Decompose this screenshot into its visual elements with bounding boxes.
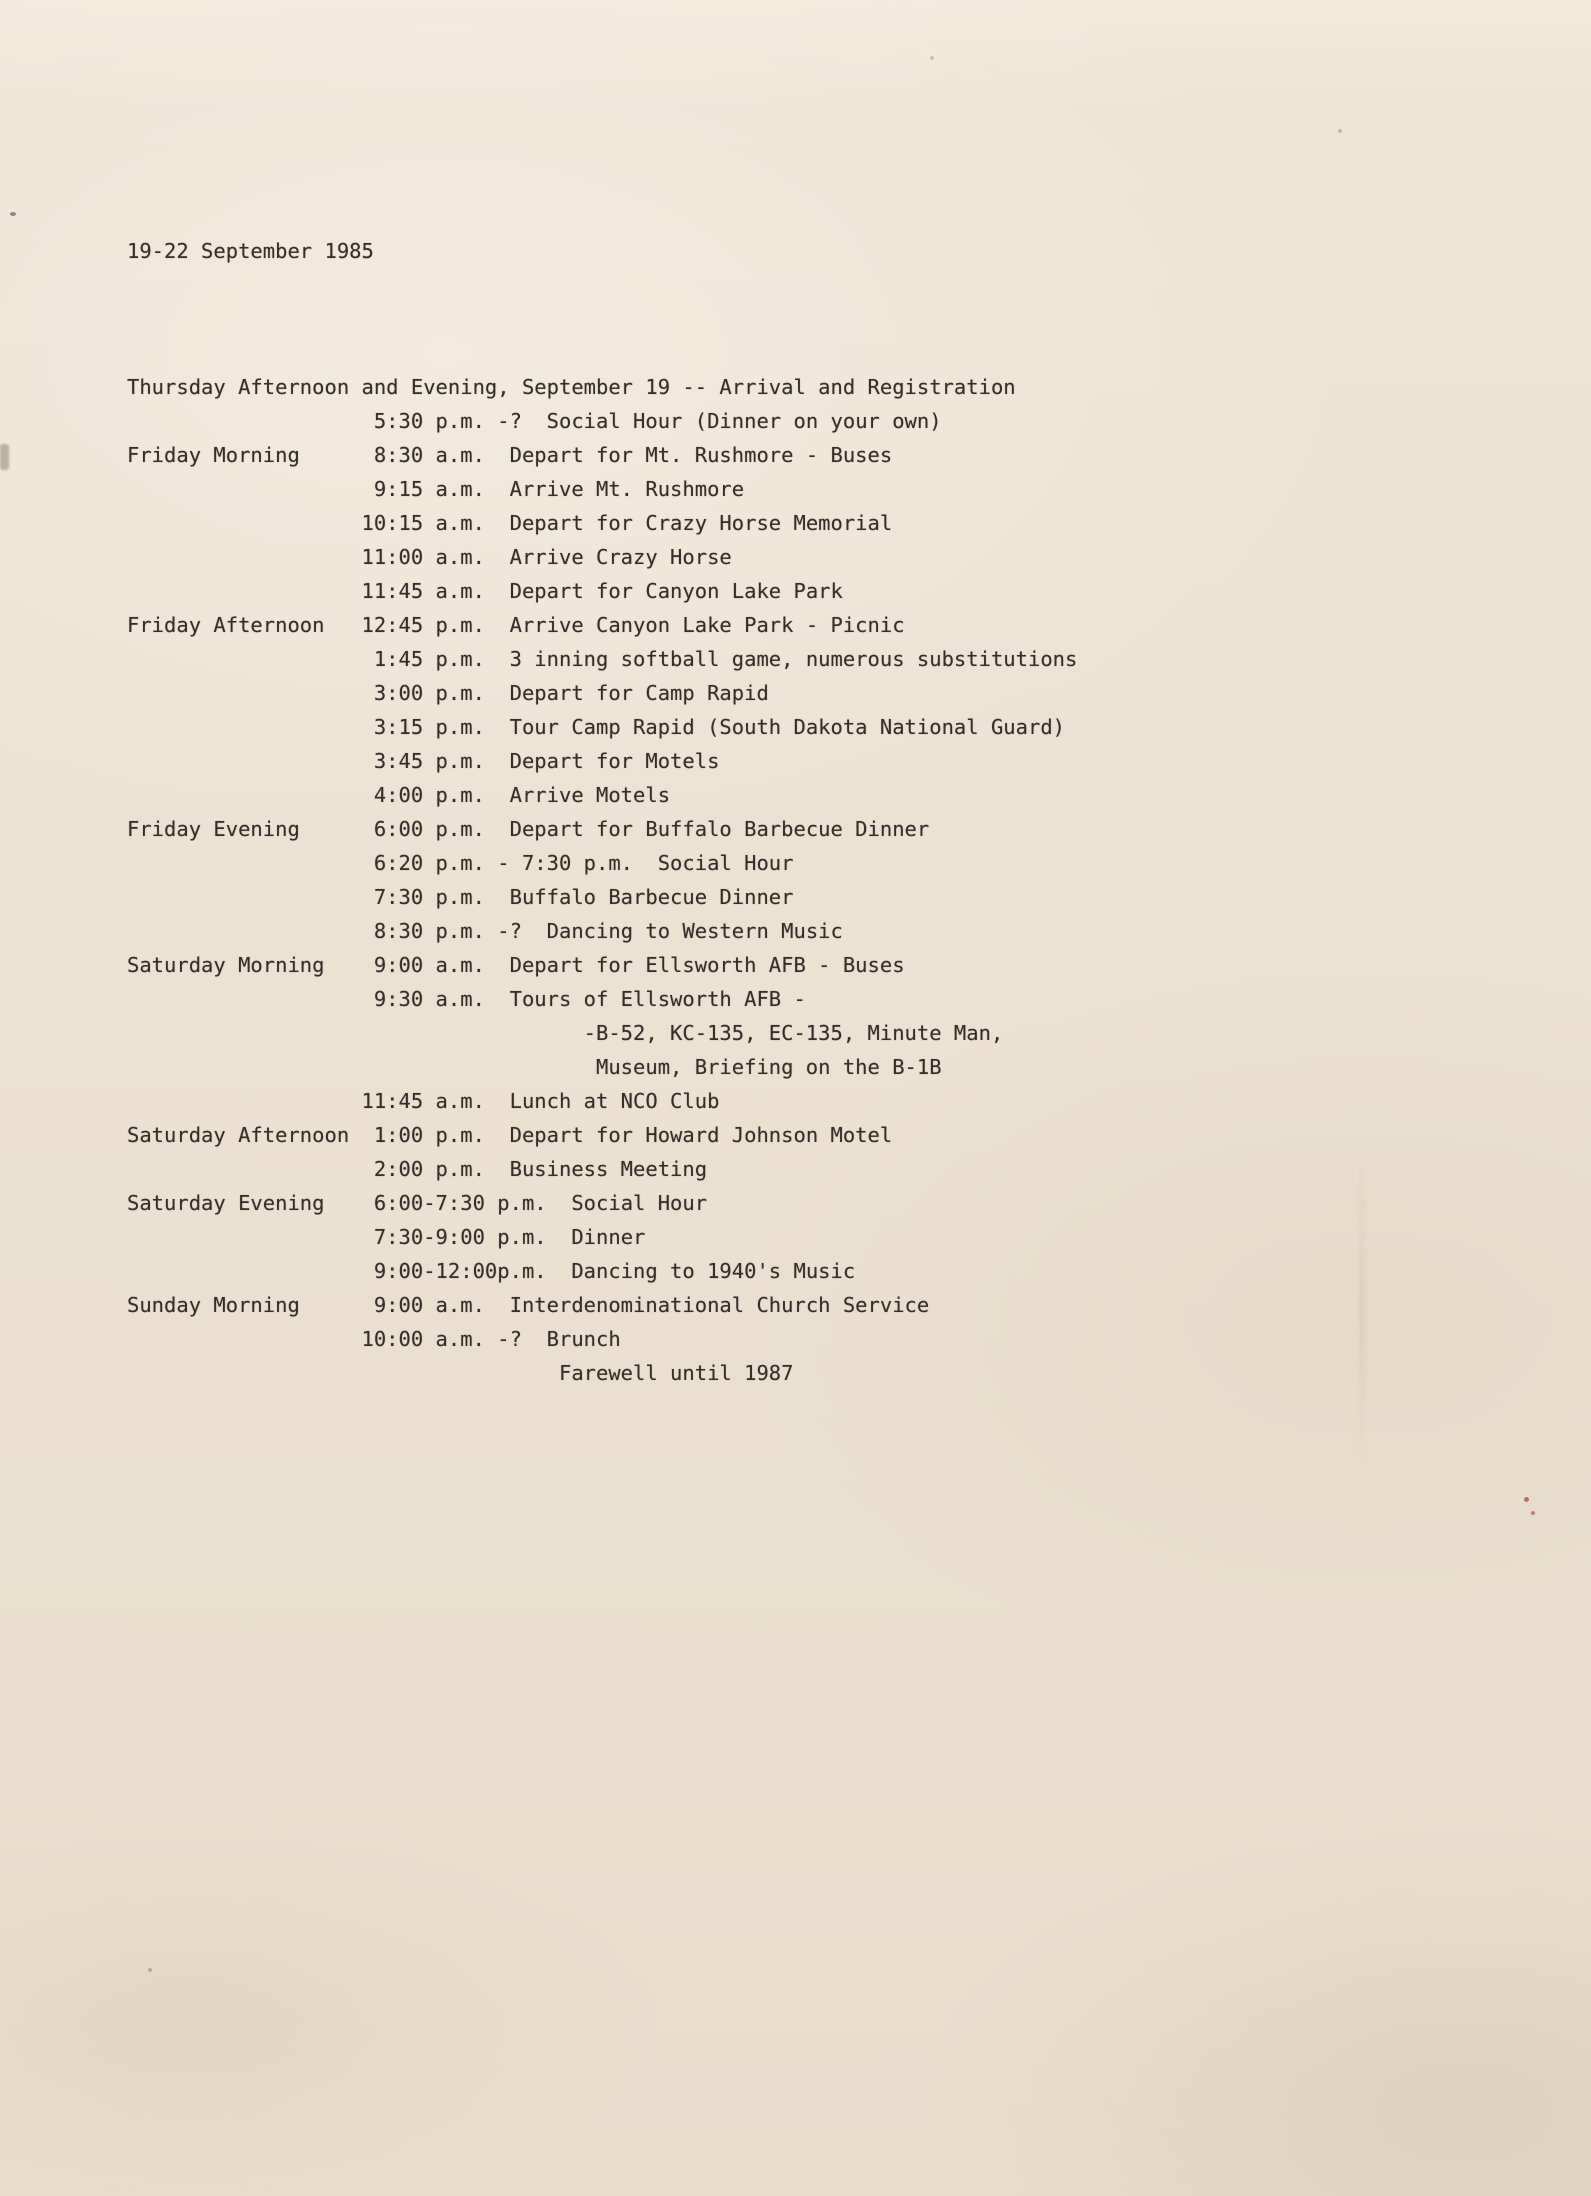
event-activity: Depart for Camp Rapid — [484, 681, 769, 705]
schedule-line — [127, 574, 1077, 608]
event-activity: Dancing to Western Music — [521, 919, 843, 943]
event-time: 10:15 a.m. — [361, 511, 485, 535]
schedule-line — [127, 948, 1077, 982]
schedule-line — [127, 812, 1077, 846]
red-ink-speck — [1524, 1497, 1529, 1502]
event-activity: Tours of Ellsworth AFB - — [484, 987, 806, 1011]
session-label — [127, 1089, 362, 1113]
event-time: 11:45 a.m. — [361, 579, 485, 603]
event-activity: Interdenominational Church Service — [484, 1293, 930, 1317]
session-label — [127, 783, 362, 807]
event-activity: Buffalo Barbecue Dinner — [484, 885, 794, 909]
event-activity: 3 inning softball game, numerous substitutions — [484, 647, 1078, 671]
session-label — [127, 1225, 362, 1249]
schedule-continuation-line: -B-52, KC-135, EC-135, Minute Man, — [127, 1021, 1004, 1045]
schedule-line — [127, 404, 1077, 438]
paper-speck — [930, 56, 934, 60]
session-label — [127, 749, 362, 773]
event-time: 10:00 a.m. -? — [361, 1327, 522, 1351]
event-activity: Business Meeting — [484, 1157, 708, 1181]
event-activity: Arrive Mt. Rushmore — [484, 477, 745, 501]
schedule-line — [127, 1118, 1077, 1152]
event-activity: Depart for Motels — [484, 749, 720, 773]
paper-speck — [148, 1968, 152, 1972]
schedule-line — [127, 846, 1077, 880]
event-activity: Social Hour — [633, 851, 794, 875]
schedule-line — [127, 1152, 1077, 1186]
schedule-line — [127, 642, 1077, 676]
event-time: 7:30-9:00 p.m. — [361, 1225, 547, 1249]
event-activity: Lunch at NCO Club — [484, 1089, 720, 1113]
session-label: Sunday Morning — [127, 1293, 362, 1317]
session-label — [127, 885, 362, 909]
event-activity: Arrive Crazy Horse — [484, 545, 732, 569]
event-time: 3:00 p.m. — [361, 681, 485, 705]
schedule-line — [127, 1322, 1077, 1356]
date-range: 19-22 September 1985 — [127, 239, 374, 263]
schedule-line — [127, 608, 1077, 642]
event-time: 5:30 p.m. -? — [361, 409, 522, 433]
event-time: 11:00 a.m. — [361, 545, 485, 569]
event-activity: Dinner — [546, 1225, 646, 1249]
red-ink-speck — [1531, 1511, 1535, 1515]
event-time: 9:00 a.m. — [361, 1293, 485, 1317]
schedule-line — [127, 540, 1077, 574]
event-time: 1:45 p.m. — [361, 647, 485, 671]
event-activity: Depart for Buffalo Barbecue Dinner — [484, 817, 930, 841]
event-time: 8:30 a.m. — [361, 443, 485, 467]
event-time: 4:00 p.m. — [361, 783, 485, 807]
event-activity: Social Hour (Dinner on your own) — [521, 409, 942, 433]
session-label — [127, 987, 362, 1011]
event-time: 1:00 p.m. — [361, 1123, 485, 1147]
schedule-line — [127, 1186, 1077, 1220]
session-label — [127, 545, 362, 569]
schedule-list — [127, 370, 1077, 1390]
schedule-line — [127, 506, 1077, 540]
event-time: 9:00 a.m. — [361, 953, 485, 977]
schedule-line — [127, 1288, 1077, 1322]
event-time: 2:00 p.m. — [361, 1157, 485, 1181]
event-activity: Dancing to 1940's Music — [546, 1259, 856, 1283]
schedule-line — [127, 1084, 1077, 1118]
session-label: Friday Morning — [127, 443, 362, 467]
session-label — [127, 919, 362, 943]
event-time: 7:30 p.m. — [361, 885, 485, 909]
session-label — [127, 1259, 362, 1283]
event-time: 9:30 a.m. — [361, 987, 485, 1011]
schedule-line — [127, 744, 1077, 778]
schedule-line — [127, 438, 1077, 472]
schedule-line — [127, 880, 1077, 914]
event-time: 12:45 p.m. — [361, 613, 485, 637]
event-time: 11:45 a.m. — [361, 1089, 485, 1113]
event-time: 6:00 p.m. — [361, 817, 485, 841]
session-label — [127, 511, 362, 535]
paper-crease — [1360, 1140, 1363, 1470]
schedule-line — [127, 710, 1077, 744]
event-activity: Depart for Crazy Horse Memorial — [484, 511, 893, 535]
event-activity: Depart for Howard Johnson Motel — [484, 1123, 893, 1147]
event-activity: Depart for Ellsworth AFB - Buses — [484, 953, 905, 977]
paper-speck — [10, 212, 16, 216]
event-time: 3:15 p.m. — [361, 715, 485, 739]
session-label: Saturday Afternoon — [127, 1123, 362, 1147]
schedule-line — [127, 1220, 1077, 1254]
event-activity: Tour Camp Rapid (South Dakota National Guard) — [484, 715, 1065, 739]
event-activity: Brunch — [521, 1327, 621, 1351]
schedule-line — [127, 982, 1077, 1016]
event-activity: Arrive Motels — [484, 783, 671, 807]
session-label — [127, 477, 362, 501]
schedule-continuation-line: Farewell until 1987 — [127, 1361, 794, 1385]
event-time: 9:00-12:00p.m. — [361, 1259, 547, 1283]
session-label — [127, 1327, 362, 1351]
event-activity: Depart for Mt. Rushmore - Buses — [484, 443, 893, 467]
event-time: 3:45 p.m. — [361, 749, 485, 773]
event-activity: Arrive Canyon Lake Park - Picnic — [484, 613, 905, 637]
event-activity: Social Hour — [546, 1191, 708, 1215]
session-label: Saturday Evening — [127, 1191, 362, 1215]
schedule-line — [127, 472, 1077, 506]
event-time: 6:00-7:30 p.m. — [361, 1191, 547, 1215]
session-label — [127, 681, 362, 705]
event-time: 6:20 p.m. - 7:30 p.m. — [361, 851, 634, 875]
typewritten-text-block — [127, 166, 1077, 1458]
paper-speck — [1338, 129, 1342, 133]
session-label — [127, 647, 362, 671]
event-time: 8:30 p.m. -? — [361, 919, 522, 943]
session-label: Friday Afternoon — [127, 613, 362, 637]
event-time: 9:15 a.m. — [361, 477, 485, 501]
schedule-day-heading: Thursday Afternoon and Evening, September 19 -- Arrival and Registration — [127, 375, 1016, 399]
session-label — [127, 1157, 362, 1181]
session-label — [127, 851, 362, 875]
event-activity: Depart for Canyon Lake Park — [484, 579, 843, 603]
schedule-line — [127, 1254, 1077, 1288]
scan-edge-smudge — [0, 444, 9, 470]
session-label — [127, 579, 362, 603]
schedule-continuation-line: Museum, Briefing on the B-1B — [127, 1055, 942, 1079]
session-label — [127, 715, 362, 739]
session-label: Friday Evening — [127, 817, 362, 841]
session-label: Saturday Morning — [127, 953, 362, 977]
session-label — [127, 409, 362, 433]
schedule-line — [127, 778, 1077, 812]
schedule-line — [127, 914, 1077, 948]
schedule-line — [127, 676, 1077, 710]
